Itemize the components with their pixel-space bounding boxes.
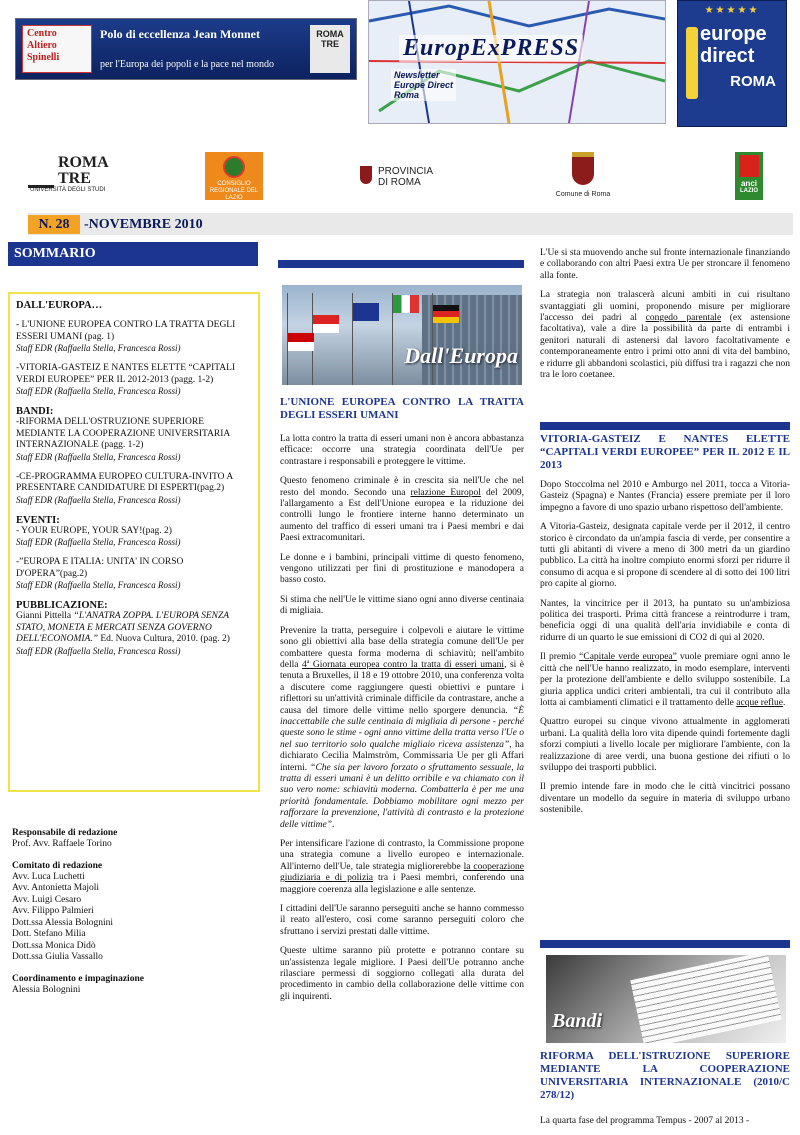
article-paragraph: A Vitoria-Gasteiz, designata capitale verde per il 2012, il centro storico è circondato da un'ampia fascia di verde, per consentire a tutti gli abitanti di vivere a meno di 300 metri da un giardino pubblico. La città ha inoltre compiuto enormi sforzi per ridurre il consumo di acqua e si propone di scendere al di sotto dei 100 litri pro capite al giorno.: [540, 522, 790, 590]
publication-author: Gianni Pittella: [16, 611, 72, 621]
ed-city: ROMA: [730, 73, 776, 90]
sommario-staff: Staff EDR (Raffaella Stella, Francesca Rossi): [16, 580, 181, 590]
publication-title: “L'ANATRA ZOPPA. L'EUROPA SENZA STATO, MONETA E MERCATI SENZA GOVERNO DELL'ECONOMIA.”: [16, 611, 229, 644]
sommario-item[interactable]: -CE-PROGRAMMA EUROPEO CULTURA-INVITO A PRESENTARE CANDIDATURE DI ESPERTI(pag.2): [16, 471, 233, 493]
sommario-item[interactable]: -RIFORMA DELL'OSTRUZIONE SUPERIORE MEDIANTE LA COOPERAZIONE UNIVERSITARIA INTERNAZIONALE (pagg. 1-2): [16, 417, 230, 450]
column-rule: [540, 422, 790, 430]
sommario-box: [8, 292, 260, 792]
sommario-staff: Staff EDR (Raffaella Stella, Francesca Rossi): [16, 386, 181, 396]
sommario-staff: Staff EDR (Raffaella Stella, Francesca Rossi): [16, 494, 181, 505]
text-run: Questo fenomeno criminale è in crescita sia nell'Ue che nel resto del mondo. Secondo una: [280, 476, 524, 498]
comitato-member: Dott.ssa Giulia Vassallo: [12, 952, 103, 962]
altiero-spinelli-logo: Centro Altiero Spinelli: [22, 25, 92, 73]
article-paragraph: [280, 626, 524, 831]
acque-reflue-link[interactable]: acque reflue: [736, 697, 783, 708]
column-rule: [540, 940, 790, 948]
article-1-heading: [280, 396, 524, 422]
text-run: Prevenire la tratta, perseguire i colpevoli e aiutare le vittime sono gli obiettivi alla base della strategia comune dell'Ue per combattere questa forma moderna di schiavitù; nell'ambito della: [280, 625, 524, 670]
article-paragraph: I cittadini dell'Ue saranno perseguiti anche se hanno commesso il reato all'estero, così come saranno perseguiti coloro che sfruttano i servizi prestati dalle vittime.: [280, 904, 524, 937]
resp-name: Prof. Avv. Raffaele Torino: [12, 839, 112, 849]
giornata-europea-link[interactable]: 4ª Giornata europea contro la tratta di esseri umani: [301, 659, 505, 670]
article-3-title: RIFORMA DELL'ISTRUZIONE SUPERIORE MEDIANTE LA COOPERAZIONE UNIVERSITARIA INTERNAZIONALE (2010/C 278/12): [540, 1050, 790, 1101]
sommario-item[interactable]: -VITORIA-GASTEIZ E NANTES ELETTE “CAPITALI VERDI EUROPEE” PER IL 2012-2013 (pagg. 1-2): [16, 363, 236, 385]
flag-icon: [353, 303, 379, 321]
text-run: , ha dichiarato Cecilia Malmström, Commissaria Ue per gli Affari interni.: [280, 739, 524, 773]
text-run: , si è tenuta a Bruxelles, il 18 e 19 ottobre 2010, una conferenza volta a discutere come raggiungere questi obiettivi e puntare i riflettori su un'attività criminale difficile da contrastare, anche a causa del timore delle vittime nello sporgere denuncia.: [280, 659, 524, 716]
comune-roma-logo: [553, 152, 613, 204]
congedo-parentale-link[interactable]: congedo parentale: [645, 313, 722, 324]
article-paragraph: L'Ue si sta muovendo anche sul fronte internazionale finanziando e collaborando con altri Paesi extra Ue per stroncare il fenomeno alla fonte.: [540, 248, 790, 281]
documents-graphic: [630, 955, 781, 1043]
text-run: .: [331, 819, 335, 830]
anci-region: LAZIO: [740, 188, 758, 194]
article-2-heading: [540, 433, 790, 472]
sommario-item[interactable]: - YOUR EUROPE, YOUR SAY!(pag. 2): [16, 525, 172, 536]
photo-caption: Bandi: [552, 1010, 603, 1032]
sommario-section: PUBBLICAZIONE:: [16, 600, 108, 611]
altiero-spinelli-banner: [15, 18, 357, 80]
sommario-section: BANDI:: [16, 406, 54, 417]
article-paragraph: [280, 839, 524, 896]
sommario-section: EVENTI:: [16, 514, 60, 526]
article-paragraph: [280, 476, 524, 544]
article-paragraph: Il premio intende fare in modo che le città vincitrici possano diventare un modello da seguire in materia di sviluppo urbano sostenibile.: [540, 782, 790, 816]
newsletter-sub-line: Newsletter: [394, 70, 440, 80]
text-run: (ex astensione facoltativa), vale a dire la possibilità da parte di entrambi i genitori naturali di astenersi dal lavoro facoltativamente e contemporaneamente entro i primi otto anni di vita del bambino, e ridurre gli abbandoni scolastici, più diffusi tra i ragazzi che non tra le loro coetanee.: [540, 313, 791, 381]
text-run: Il premio: [540, 652, 580, 663]
bandi-photo: [546, 955, 786, 1043]
roma-tre-arch-icon: [28, 159, 54, 188]
comitato-member: Dott.ssa Alessia Bolognini: [12, 917, 114, 928]
comitato-member: Avv. Antonietta Majoli: [12, 883, 100, 893]
anci-lazio-logo: [735, 152, 763, 200]
coord-name: Alessia Bolognini: [12, 984, 81, 995]
anci-tile-icon: [739, 155, 759, 177]
article-1-continued: [540, 248, 790, 389]
article-1-photo: [282, 285, 522, 385]
newsletter-sub-line: Roma: [394, 90, 420, 100]
resp-heading: Responsabile di redazione: [12, 828, 118, 838]
consiglio-regionale-logo: [205, 152, 263, 200]
article-3-heading: [540, 1050, 790, 1102]
comitato-member: Dott.ssa Monica Didò: [12, 940, 96, 951]
banner-line-2: per l'Europa dei popoli e la pace nel mondo: [100, 59, 274, 70]
coord-heading: Coordinamento e impaginazione: [12, 973, 144, 984]
article-paragraph: Le donne e i bambini, principali vittime di questo fenomeno, vengono utilizzati per fini di prostituzione e manodopera a basso costo.: [280, 552, 524, 586]
article-paragraph: Dopo Stoccolma nel 2010 e Amburgo nel 2011, tocca a Vitoria-Gasteiz (Spagna) e Nantes (Francia) essere premiate per il loro impegno a favore di uno spazio urbano rispettoso dell'ambiente.: [540, 480, 790, 513]
comitato-member: Avv. Luigi Cesaro: [12, 894, 82, 905]
article-paragraph: Si stima che nell'Ue le vittime siano ogni anno diverse centinaia di migliaia.: [280, 594, 524, 617]
provincia-roma-logo: [360, 160, 433, 194]
article-paragraph: La quarta fase del programma Tempus - 2007 al 2013 -: [540, 1116, 750, 1126]
photo-caption: Dall'Europa: [404, 343, 518, 368]
newsletter-masthead: [368, 0, 666, 124]
europe-direct-logo: [677, 0, 787, 127]
comune-text: Comune di Roma: [555, 191, 611, 198]
europol-link[interactable]: relazione Europol: [410, 487, 481, 498]
roma-tre-sub: UNIVERSITÀ DEGLI STUDI: [30, 187, 106, 193]
article-paragraph: La lotta contro la tratta di esseri umani non è ancora abbastanza efficace: occorre una strategia coordinata dell'Ue per contrastare i responsabili e proteggere le vittime.: [280, 434, 524, 467]
article-3-body: [540, 1116, 790, 1135]
sommario-item[interactable]: - L'UNIONE EUROPEA CONTRO LA TRATTA DEGLI ESSERI UMANI (pag. 1): [16, 320, 236, 342]
comitato-heading: Comitato di redazione: [12, 860, 103, 871]
capitale-verde-link[interactable]: “Capitale verde europea”: [579, 652, 677, 663]
article-2-title: VITORIA-GASTEIZ E NANTES ELETTE “CAPITALI VERDI EUROPEE” PER IL 2012 E IL 2013: [540, 433, 790, 471]
roma-tre-name: ROMA TRE: [58, 154, 108, 187]
text-run: La strategia non tralascerà alcuni ambiti in cui risultano svantaggiati gli uomini, proponendo misure per migliorare l'accesso dei padri al: [540, 290, 790, 324]
info-i-icon: [686, 27, 698, 99]
provincia-shield-icon: [360, 166, 372, 184]
text-run: vuole premiare ogni anno le città che nell'Ue hanno realizzato, in modo esemplare, interventi per la protezione dell'ambiente e dello sviluppo sostenibile. La giuria applica undici criteri ambientali, tra cui il contributo alla lotta ai cambiamenti climatici e il trattamento delle: [540, 652, 791, 708]
roma-tre-mark: ROMA TRE: [310, 25, 350, 73]
banner-line-1: Polo di eccellenza Jean Monnet: [100, 27, 260, 41]
eu-stars-icon: ★★★★★: [704, 5, 760, 16]
ed-line-2: direct: [700, 45, 755, 67]
comitato-member: Avv. Filippo Palmieri: [12, 906, 94, 916]
lazio-emblem-icon: [223, 156, 245, 178]
sommario-staff: Staff EDR (Raffaella Stella, Francesca Rossi): [16, 645, 181, 656]
flag-icon: [433, 305, 459, 323]
flag-icon: [288, 333, 314, 351]
text-run: tra i Paesi membri, conferendo una maggiore coerenza alla legislazione e alle sentenze.: [280, 873, 524, 895]
consiglio-text: CONSIGLIO REGIONALE DEL LAZIO: [209, 181, 259, 201]
cooperazione-link[interactable]: la cooperazione giudiziaria e di polizia: [280, 861, 524, 884]
flag-icon: [313, 315, 339, 333]
metro-map-graphic: [369, 1, 665, 123]
comitato-member: Avv. Luca Luchetti: [12, 871, 85, 882]
article-paragraph: [540, 290, 790, 381]
article-paragraph: [540, 652, 790, 709]
ed-line-1: europe: [700, 23, 767, 45]
quote: “Che sia per lavoro forzato o sfruttamento sessuale, la tratta di esseri umani è un delitto orribile e va chiamato con il suo vero nome: schiavitù moderna. Combatterla è per me una priorità fondamentale. Dobbiamo mobilitare ogni mezzo per rafforzare la prevenzione, l'attività di contrasto e la protezione delle vittime”: [280, 762, 524, 830]
article-2-body: [540, 480, 790, 825]
provincia-text: PROVINCIA DI ROMA: [378, 166, 433, 188]
column-rule: [278, 260, 524, 268]
sommario-heading: SOMMARIO: [8, 242, 258, 266]
publication-details: Ed. Nuova Cultura, 2010. (pag. 2): [100, 634, 230, 644]
newsletter-title: EuropExPRESS: [399, 35, 583, 62]
newsletter-subtitle: [391, 69, 456, 101]
text-run: Per intensificare l'azione di contrasto, la Commissione propone una strategia comune a livello europeo e internazionale. All'interno dell'Ue, tale strategia migliorerebbe: [280, 839, 524, 872]
text-run: .: [782, 697, 786, 708]
sommario-section: DALL'EUROPA…: [16, 300, 103, 311]
flag-icon: [393, 295, 419, 313]
quote: “È inaccettabile che sulle centinaia di migliaia di persone - perché queste sono le stime - ogni anno vittime della tratta verso l'Ue o nel suo territorio solo qualche migliaio riceva assistenza”: [280, 705, 524, 750]
newsletter-sub-line: Europe Direct: [394, 80, 454, 90]
sommario-item[interactable]: [16, 611, 254, 646]
comitato-member: Dott. Stefano Milia: [12, 929, 86, 939]
sommario-staff: Staff EDR (Raffaella Stella, Francesca Rossi): [16, 343, 181, 353]
anci-text: anci: [740, 179, 757, 188]
sommario-item[interactable]: -”EUROPA E ITALIA: UNITA' IN CORSO D'OPERA”(pag.2): [16, 557, 184, 579]
text-run: del 2009, l'allargamento a Est dell'Unione europea e la riduzione dei controlli lungo le frontiere interne hanno determinato un aumento del traffico di esseri umani tra i Paesi membri e dai Paesi extracomunitari.: [280, 487, 524, 544]
roma-tre-logo: [28, 155, 108, 199]
article-paragraph: Nantes, la vincitrice per il 2013, ha puntato su un'ambiziosa politica dei trasporti. Prima città francese a reintrodurre i tram, beneficia oggi di una qualità dell'aria invidiabile e conta di ridurre di un quarto le sue emissioni di CO2 di qui al 2020.: [540, 598, 790, 643]
issue-date: -NOVEMBRE 2010: [84, 217, 203, 232]
article-1-body: [280, 434, 524, 1011]
sommario-staff: Staff EDR (Raffaella Stella, Francesca Rossi): [16, 537, 181, 547]
article-paragraph: Quattro europei su cinque vivono attualmente in agglomerati urbani. La qualità della loro vita dipende quindi fortemente dagli sforzi compiuti a livello locale per migliorare l'ambiente, con la realizzazione di aree verdi, una buona gestione dei rifiuti o lo sviluppo dei trasporti pubblici.: [540, 717, 790, 773]
sommario-staff: Staff EDR (Raffaella Stella, Francesca Rossi): [16, 451, 181, 462]
europe-direct-wordmark: [700, 23, 767, 67]
issue-number: N. 28: [28, 215, 80, 234]
article-paragraph: Queste ultime saranno più protette e potranno contare su un'assistenza legale migliore. I Paesi dell'Ue potranno anche rilasciare permessi di soggiorno collegati alla durata del procedimento in cambio della collaborazione delle vittime con gli inquirenti.: [280, 946, 524, 1002]
colophon: [12, 828, 252, 996]
article-1-title: L'UNIONE EUROPEA CONTRO LA TRATTA DEGLI ESSERI UMANI: [280, 396, 524, 421]
comune-crest-icon: [572, 152, 594, 185]
